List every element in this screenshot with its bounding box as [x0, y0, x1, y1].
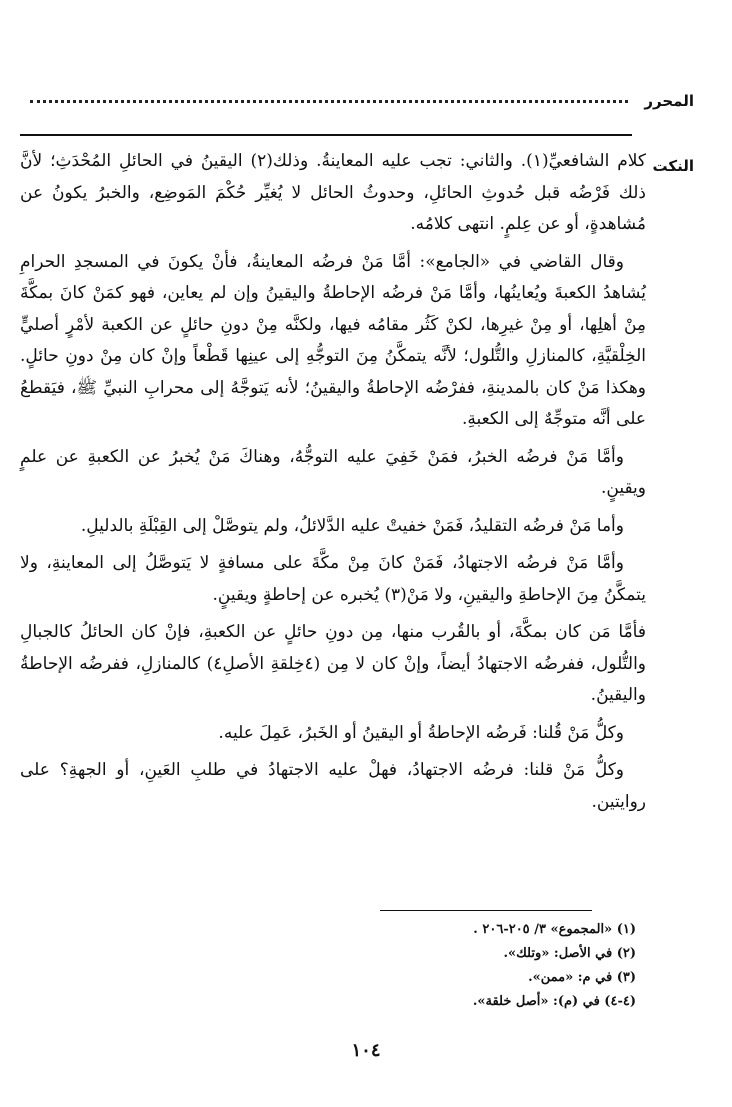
footnote: (١) «المجموع» ٣/ ٢٠٥-٢٠٦ .: [473, 922, 636, 937]
footnote-rule: [380, 910, 592, 911]
page-number: ١٠٤: [351, 1040, 381, 1061]
header-rule: [20, 134, 632, 136]
paragraph: فأمَّا مَن كان بمكَّةَ، أو بالقُرب منها، مِن دونِ حائلٍ عن الكعبةِ، فإنْ كان الحائلُ كالجبالِ والتُّلول، ففرضُه الاجتهادُ أيضاً، وإنْ كان لا مِن (٤خِلقةِ الأصلِ٤) كالمنازلِ، ففرضُه الإحاطةُ واليقينُ.: [20, 622, 647, 705]
footnote: (٤-٤) في (م): «أصل خلقة».: [472, 994, 636, 1009]
margin-label: النكت: [652, 157, 694, 175]
header-dotted-leader: [30, 100, 628, 103]
paragraph: وأما مَنْ فرضُه التقليدُ، فَمَنْ خفيتْ عليه الدَّلائلُ، ولم يتوصَّلْ إلى القِبْلَةِ بالدليلِ.: [80, 515, 624, 536]
footnotes: [236, 918, 636, 1014]
main-text: [20, 146, 646, 824]
paragraph: وكلُّ مَنْ قُلنا: فَرضُه الإحاطةُ أو اليقينُ أو الخَبرُ، عَمِلَ عليه.: [218, 722, 624, 743]
paragraph: كلام الشافعيِّ(١). والثاني: تجب عليه المعاينةُ. وذلك(٢) اليقينُ في الحائلِ المُحْدَثِ؛ لأنَّ ذلك فَرْضُه قبل حُدوثِ الحائلِ، وحدوثُ الحائل لا يُغيِّر حُكْمَ المَوضِع، والخبرُ يكونُ عن مُشاهدةٍ، أو عن عِلمٍ. انتهى كلامُه.: [20, 151, 646, 234]
paragraph: وأمَّا مَنْ فرضُه الاجتهادُ، فَمَنْ كانَ مِنْ مكَّةَ على مسافةٍ لا يَتوصَّلُ إلى المعاينةِ، ولا يتمكَّنُ مِنَ الإحاطةِ واليقينِ، ولا مَنْ(٣) يُخبره عن إحاطةٍ ويقينٍ.: [20, 553, 646, 605]
paragraph: وكلُّ مَنْ قلنا: فرضُه الاجتهادُ، فهلْ عليه الاجتهادُ في طلبِ العَينِ، أو الجهةِ؟ على روايتين.: [20, 760, 646, 812]
footnote: (٣) في م: «ممن».: [528, 970, 636, 985]
footnote: (٢) في الأصل: «وتلك».: [503, 946, 636, 961]
header-label: المحرر: [644, 92, 694, 110]
paragraph: وأمَّا مَنْ فرضُه الخبرُ، فمَنْ خَفِيَ عليه التوجُّهُ، وهناكَ مَنْ يُخبرُ عن الكعبةِ عن علمٍ ويقينٍ.: [20, 446, 646, 498]
paragraph: وقال القاضي في «الجامع»: أمَّا مَنْ فرضُه المعاينةُ، فأنْ يكونَ في المسجدِ الحرامِ يُشاهدُ الكعبةَ ويُعاينُها، وأمَّا مَنْ فرضُه الإحاطةُ واليقينُ وإن لم يعاين، فهو كمَنْ كانَ بمكَّةَ مِنْ أهلِها، أو مِنْ غيرِها، لكنْ كَثُر مقامُه فيها، ولكنَّه مِنْ دونِ حائلٍ عن الكعبة لأمْرٍ أصليٍّ الخِلْقيَّةِ، كالمنازلِ والتُّلول؛ لأنَّه يتمكَّنُ مِنَ التوجُّهِ إلى عينِها قَطْعاً وإنْ كان مِنْ دونِ حائلٍ. وهكذا مَنْ كان بالمدينةِ، ففرْضُه الإحاطةُ واليقينُ؛ لأنه يَتوجَّهُ إلى محرابِ النبيِّ ﷺ، فيَقطعُ على أنَّه متوجِّهٌ إلى الكعبةِ.: [20, 251, 646, 429]
